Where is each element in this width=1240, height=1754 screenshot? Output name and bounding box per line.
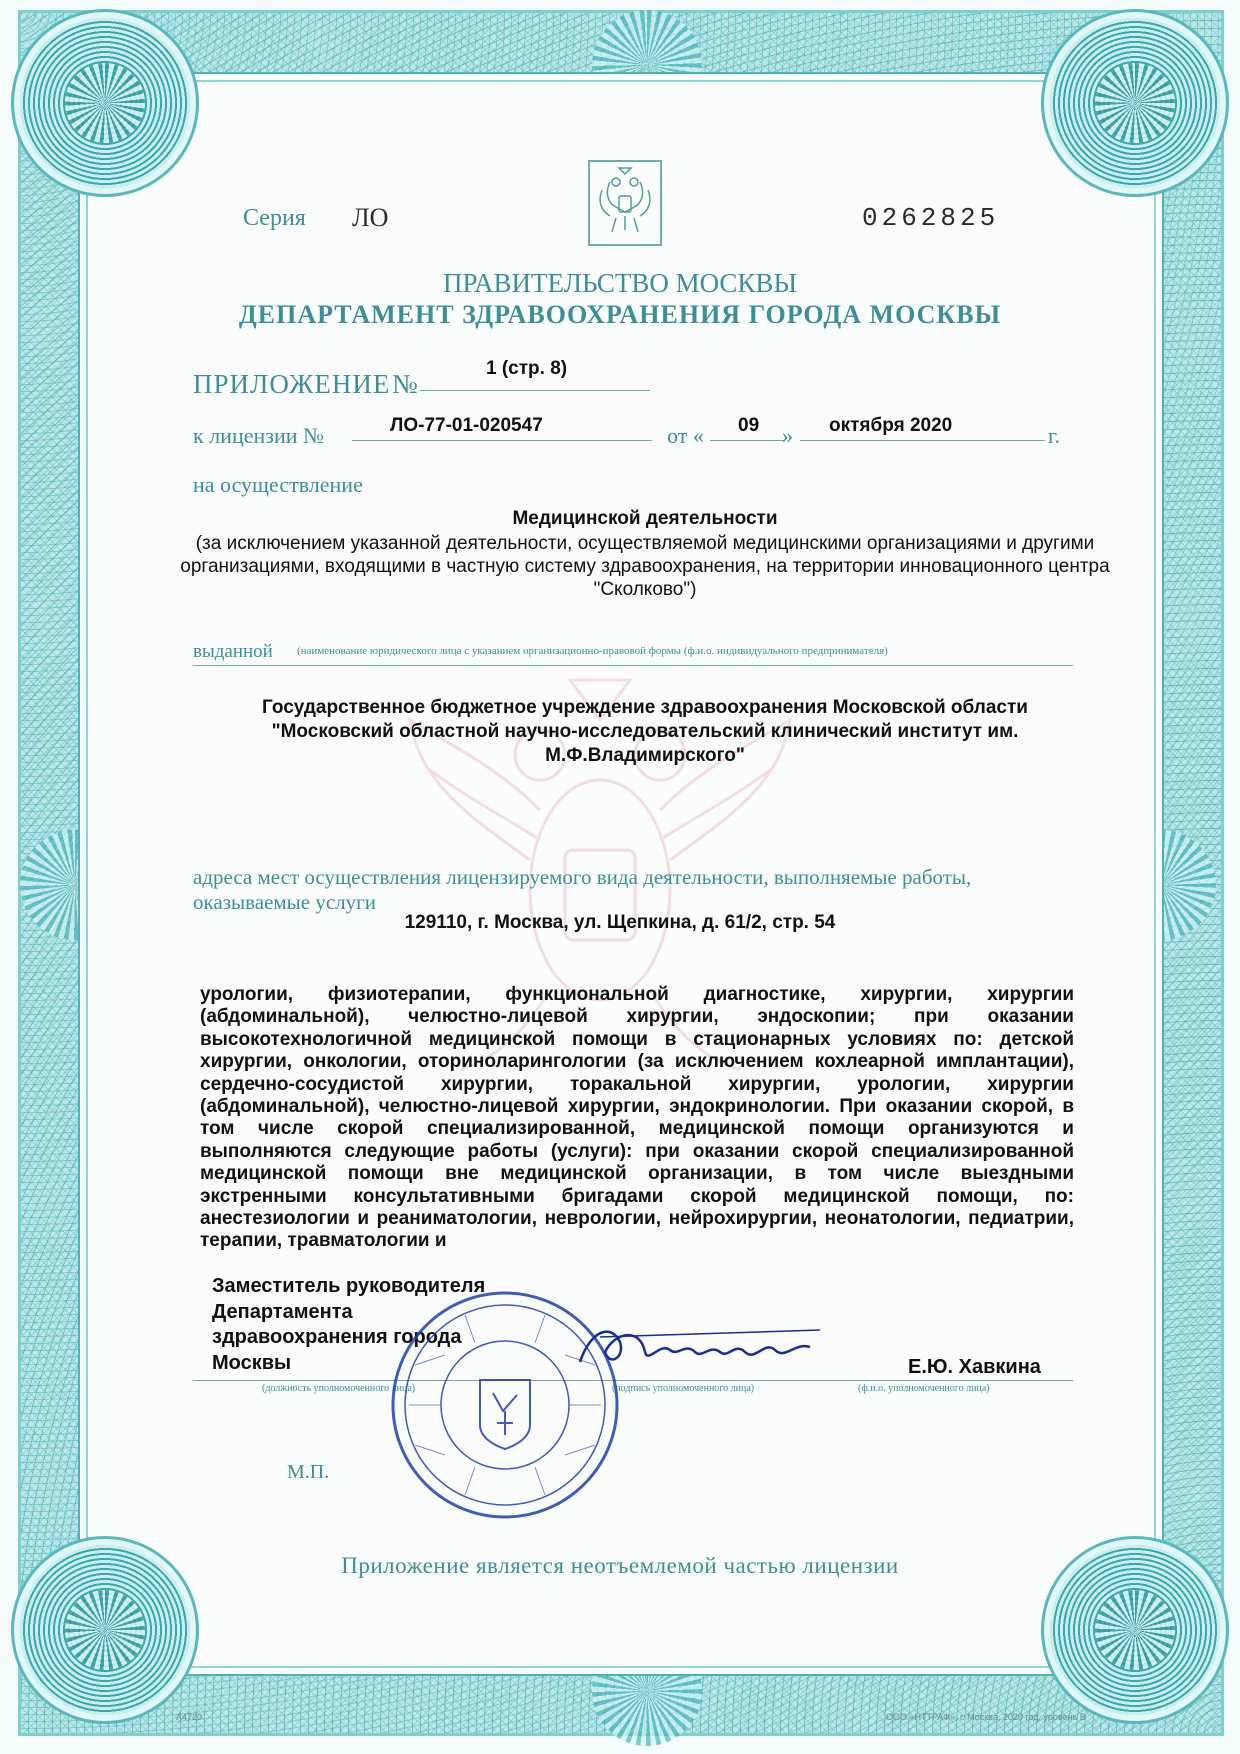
print-code-left: А4720 (176, 1712, 203, 1722)
series-value: ЛО (352, 203, 389, 232)
department-title: ДЕПАРТАМЕНТ ЗДРАВООХРАНЕНИЯ ГОРОДА МОСКВЫ (238, 300, 1002, 329)
issued-hint: (наименование юридического лица с указанием организационно-правовой формы (ф.и.о. индивидуального предпринимателя) (297, 645, 888, 657)
appendix-number-value: 1 (стр. 8) (486, 358, 568, 379)
license-year-suffix: г. (1048, 423, 1061, 448)
activity-description: (за исключением указанной деятельности, осуществляемой медицинскими организациями и другими организациями, входящими в частную систему здравоохранения, на территории инновационного центра "Сколково") (180, 533, 1110, 600)
issued-label: выданной (193, 641, 273, 662)
organization-line-2: "Московский областной научно-исследовательский клинический институт им. (271, 721, 1019, 742)
license-day-line (710, 440, 785, 441)
appendix-number-sign: № (392, 369, 418, 399)
license-date-quote: » (782, 423, 793, 448)
corner-rosette-top-left (20, 18, 190, 188)
coat-of-arms-icon (588, 160, 662, 246)
organization-name (170, 696, 1120, 768)
series-label: Серия (243, 205, 306, 231)
activity-title: Медицинской деятельности (512, 508, 778, 529)
address-label: адреса мест осуществления лицензируемого вида деятельности, выполняемые работы, оказываемые услуги (193, 865, 972, 914)
license-label: к лицензии № (193, 423, 324, 448)
form-number: 0262825 (862, 203, 1000, 233)
activity-label: на осуществление (193, 472, 363, 497)
license-day: 09 (738, 415, 760, 436)
license-date-from-label: от « (667, 423, 704, 448)
government-title: ПРАВИТЕЛЬСТВО МОСКВЫ (442, 268, 797, 298)
name-hint: (ф.и.о. уполномоченного лица) (858, 1383, 990, 1394)
activity-block (180, 507, 1110, 601)
footer-note: Приложение является неотъемлемой частью лицензии (341, 1553, 899, 1578)
appendix-label: ПРИЛОЖЕНИЕ (193, 369, 391, 399)
signer-position-line-3: здравоохранения города (212, 1326, 462, 1348)
license-month-year: октября 2020 (829, 415, 953, 436)
signer-position-line-4: Москвы (212, 1351, 292, 1374)
issued-line (193, 665, 1073, 666)
organization-line-1: Государственное бюджетное учреждение здравоохранения Московской области (262, 697, 1028, 718)
license-month-line (800, 440, 1045, 441)
services-text: урологии, физиотерапии, функциональной диагностике, хирургии, хирургии (абдоминальной), челюстно-лицевой хирургии, эндоскопии; при оказании высокотехнологичной медицинской помощи в стационарных условиях по: детской хирургии, онкологии, оториноларингологии (за исключением кохлеарной имплантации), сердечно-сосудистой хирургии, торакальной хирургии, урологии, хирургии (абдоминальной), челюстно-лицевой хирургии, эндокринологии. При оказании скорой, в том числе скорой специализированной, медицинской помощи организуются и выполняются следующие работы (услуги): при оказании скорой специализированной медицинской помощи вне медицинской организации, в том числе выездными экстренными консультативными бригадами скорой медицинской помощи, по: анестезиологии и реаниматологии, неврологии, нейрохирургии, неонатологии, педиатрии, терапии, травматологии и (200, 984, 1074, 1252)
appendix-number-line (420, 390, 650, 391)
signer-name: Е.Ю. Хавкина (908, 1356, 1041, 1378)
corner-rosette-top-right (1050, 18, 1220, 188)
position-hint: (должность уполномоченного лица) (262, 1383, 416, 1394)
license-number: ЛО-77-01-020547 (390, 415, 543, 436)
signature-icon (570, 1312, 830, 1382)
signature-hint: (подпись уполномоченного лица) (612, 1383, 755, 1394)
signer-position-line-1: Заместитель руководителя (212, 1275, 486, 1297)
signer-position-line-2: Департамента (212, 1300, 353, 1323)
license-number-line (352, 440, 652, 441)
organization-line-3: М.Ф.Владимирского" (545, 745, 745, 766)
address-value: 129110, г. Москва, ул. Щепкина, д. 61/2, стр. 54 (404, 912, 836, 933)
stamp-place-label: М.П. (287, 1461, 330, 1483)
print-code-right: ООО «НТТРАФ», г. Москва, 2020 год, уровень В (886, 1712, 1086, 1722)
